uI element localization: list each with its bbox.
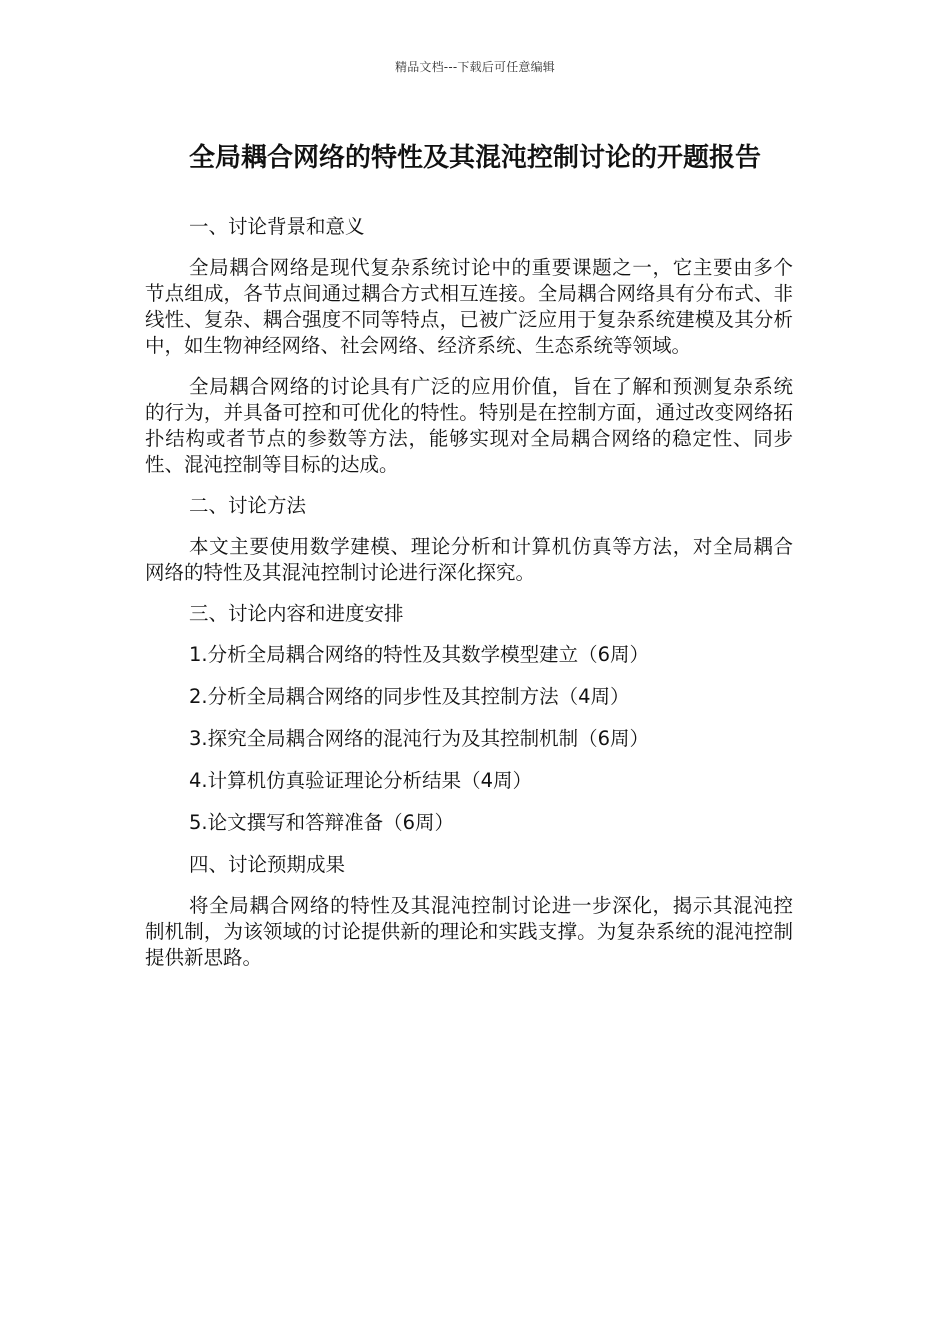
schedule-item: 1.分析全局耦合网络的特性及其数学模型建立（6周） xyxy=(189,643,650,666)
schedule-item: 2.分析全局耦合网络的同步性及其控制方法（4周） xyxy=(189,685,630,708)
section-heading-schedule: 三、讨论内容和进度安排 xyxy=(189,602,404,625)
paragraph-methods: 本文主要使用数学建模、理论分析和计算机仿真等方法，对全局耦合网络的特性及其混沌控制讨论进行深化探究。 xyxy=(145,535,793,584)
paragraph-background-2: 全局耦合网络的讨论具有广泛的应用价值，旨在了解和预测复杂系统的行为，并具备可控和可优化的特性。特别是在控制方面，通过改变网络拓扑结构或者节点的参数等方法，能够实现对全局耦合网络的稳定性、同步性、混沌控制等目标的达成。 xyxy=(145,375,793,476)
paragraph-outcomes: 将全局耦合网络的特性及其混沌控制讨论进一步深化，揭示其混沌控制机制，为该领域的讨论提供新的理论和实践支撑。为复杂系统的混沌控制提供新思路。 xyxy=(145,894,793,969)
document-body xyxy=(145,214,793,986)
document-title: 全局耦合网络的特性及其混沌控制讨论的开题报告 xyxy=(188,143,761,173)
schedule-item: 3.探究全局耦合网络的混沌行为及其控制机制（6周） xyxy=(189,727,650,750)
paragraph-background-1: 全局耦合网络是现代复杂系统讨论中的重要课题之一，它主要由多个节点组成，各节点间通过耦合方式相互连接。全局耦合网络具有分布式、非线性、复杂、耦合强度不同等特点，已被广泛应用于复杂系统建模及其分析中，如生物神经网络、社会网络、经济系统、生态系统等领域。 xyxy=(145,256,793,357)
schedule-item: 5.论文撰写和答辩准备（6周） xyxy=(189,811,455,834)
section-heading-methods: 二、讨论方法 xyxy=(189,494,307,517)
header-note: 精品文档---下载后可任意编辑 xyxy=(395,60,555,74)
schedule-item: 4.计算机仿真验证理论分析结果（4周） xyxy=(189,769,533,792)
section-heading-background: 一、讨论背景和意义 xyxy=(189,215,365,238)
section-heading-outcomes: 四、讨论预期成果 xyxy=(189,853,346,876)
